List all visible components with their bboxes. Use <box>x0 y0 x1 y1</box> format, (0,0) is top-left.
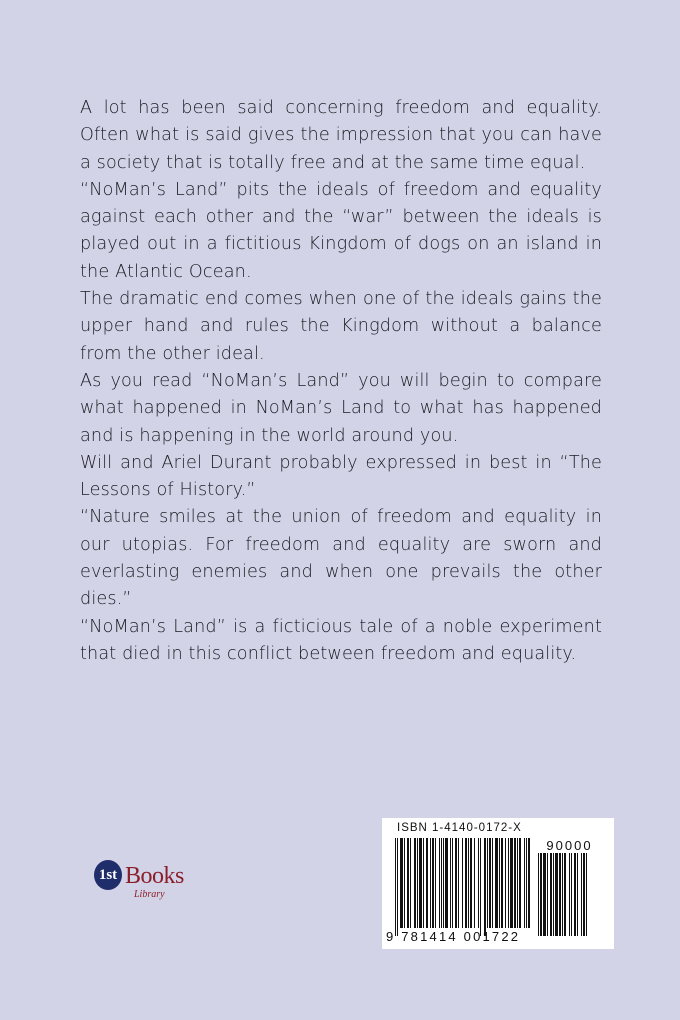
barcode-bar <box>400 838 403 928</box>
barcode-bar <box>478 838 479 928</box>
barcode-bar <box>586 853 587 936</box>
ean-barcode <box>395 838 531 936</box>
barcode-bar <box>540 853 542 936</box>
back-cover-blurb <box>80 95 602 668</box>
barcode-bar <box>441 838 442 928</box>
barcode-bar <box>501 838 503 928</box>
barcode-bar <box>547 853 548 936</box>
logo-brand: Books <box>125 863 184 889</box>
barcode-bar <box>395 838 396 936</box>
barcode-bar <box>450 838 451 928</box>
barcode-bar <box>455 838 457 928</box>
barcode-bar <box>517 838 518 928</box>
barcode-bar <box>528 838 530 928</box>
barcode-bar <box>492 838 493 928</box>
barcode-bar <box>526 838 527 928</box>
barcode-bar <box>462 838 463 928</box>
blurb-paragraph-6: “Nature smiles at the union of freedom and equality in our utopias. For freedom and equality are sworn and everlasting enemies and when one prevails the other dies.” <box>80 507 602 610</box>
barcode-bar <box>414 838 416 928</box>
barcode-bar <box>480 838 481 936</box>
barcode-bar <box>499 838 500 928</box>
blurb-paragraph-3: The dramatic end comes when one of the ideals gains the upper hand and rules the Kingdom without a balance from the other ideal. <box>80 289 602 364</box>
barcode-bar <box>555 853 558 936</box>
publisher-logo <box>94 860 204 910</box>
barcode-bar <box>571 853 572 936</box>
price-code: 90000 <box>546 838 593 853</box>
barcode-bar <box>514 838 516 928</box>
blurb-paragraph-4: As you read “NoMan’s Land” you will begin to compare what happened in NoMan’s Land to what has happened and is happening in the world around you. <box>80 370 602 446</box>
blurb-paragraph-5: Will and Ariel Durant probably expressed in best in “The Lessons of History.” <box>80 452 602 501</box>
barcode-bar <box>397 838 398 936</box>
barcode-bar <box>569 853 570 936</box>
blurb-paragraph-2: “NoMan’s Land” pits the ideals of freedom and equality against each other and the “war” between the ideals is played out in a fictitious Kingdom of dogs on an island in the Atlantic Ocean. <box>80 179 602 282</box>
barcode-bar <box>419 838 422 928</box>
barcode-bar <box>505 838 506 928</box>
barcode-bar <box>510 838 513 928</box>
barcode-bar <box>581 853 582 936</box>
barcode-bar <box>489 838 491 928</box>
barcode-bar <box>559 853 561 936</box>
barcode-bar <box>508 838 509 928</box>
barcode-bar <box>487 838 488 928</box>
barcode-bar <box>543 853 546 936</box>
barcode-bar <box>407 838 409 928</box>
barcode-bar <box>417 838 418 928</box>
barcode-bar <box>439 838 440 928</box>
barcode-bar <box>470 838 472 928</box>
blurb-paragraph-7: “NoMan’s Land” is a ficticious tale of a noble experiment that died in this conflict between freedom and equality. <box>80 616 602 664</box>
barcode-bar <box>538 853 539 936</box>
barcode-bar <box>432 838 434 928</box>
barcode-bar <box>430 838 431 928</box>
barcode-bar <box>458 838 459 928</box>
barcode-bar <box>426 838 428 928</box>
barcode-bar <box>564 853 566 936</box>
barcode-bar <box>562 853 563 936</box>
barcode-bar <box>423 838 424 928</box>
price-addon-barcode <box>538 853 601 936</box>
barcode-bar <box>404 838 405 928</box>
ean-digits: 9 781414 001722 <box>386 929 521 944</box>
barcode-bar <box>583 853 585 936</box>
barcode-bar <box>574 853 576 936</box>
logo-number: 1st <box>94 860 122 890</box>
barcode-bar <box>435 838 436 928</box>
barcode-bar <box>445 838 448 928</box>
barcode-bar <box>484 838 486 936</box>
barcode-bar <box>519 838 521 928</box>
barcode-bar <box>443 838 444 928</box>
barcode-bar <box>524 838 525 928</box>
barcode-bar <box>474 838 475 928</box>
barcode-bar <box>553 853 554 936</box>
barcode-bar <box>468 838 469 928</box>
barcode-bar <box>577 853 578 936</box>
barcode-panel <box>382 818 614 949</box>
barcode-bar <box>465 838 467 928</box>
barcode-bar <box>550 853 552 936</box>
barcode-bar <box>495 838 498 928</box>
isbn-label: ISBN 1-4140-0172-X <box>397 822 522 834</box>
barcode-bar <box>410 838 411 928</box>
barcode-bar <box>452 838 453 928</box>
logo-subtitle: Library <box>134 889 165 900</box>
blurb-paragraph-1: A lot has been said concerning freedom and equality. Often what is said gives the impression that you can have a society that is totally free and at the same time equal. <box>80 98 602 173</box>
